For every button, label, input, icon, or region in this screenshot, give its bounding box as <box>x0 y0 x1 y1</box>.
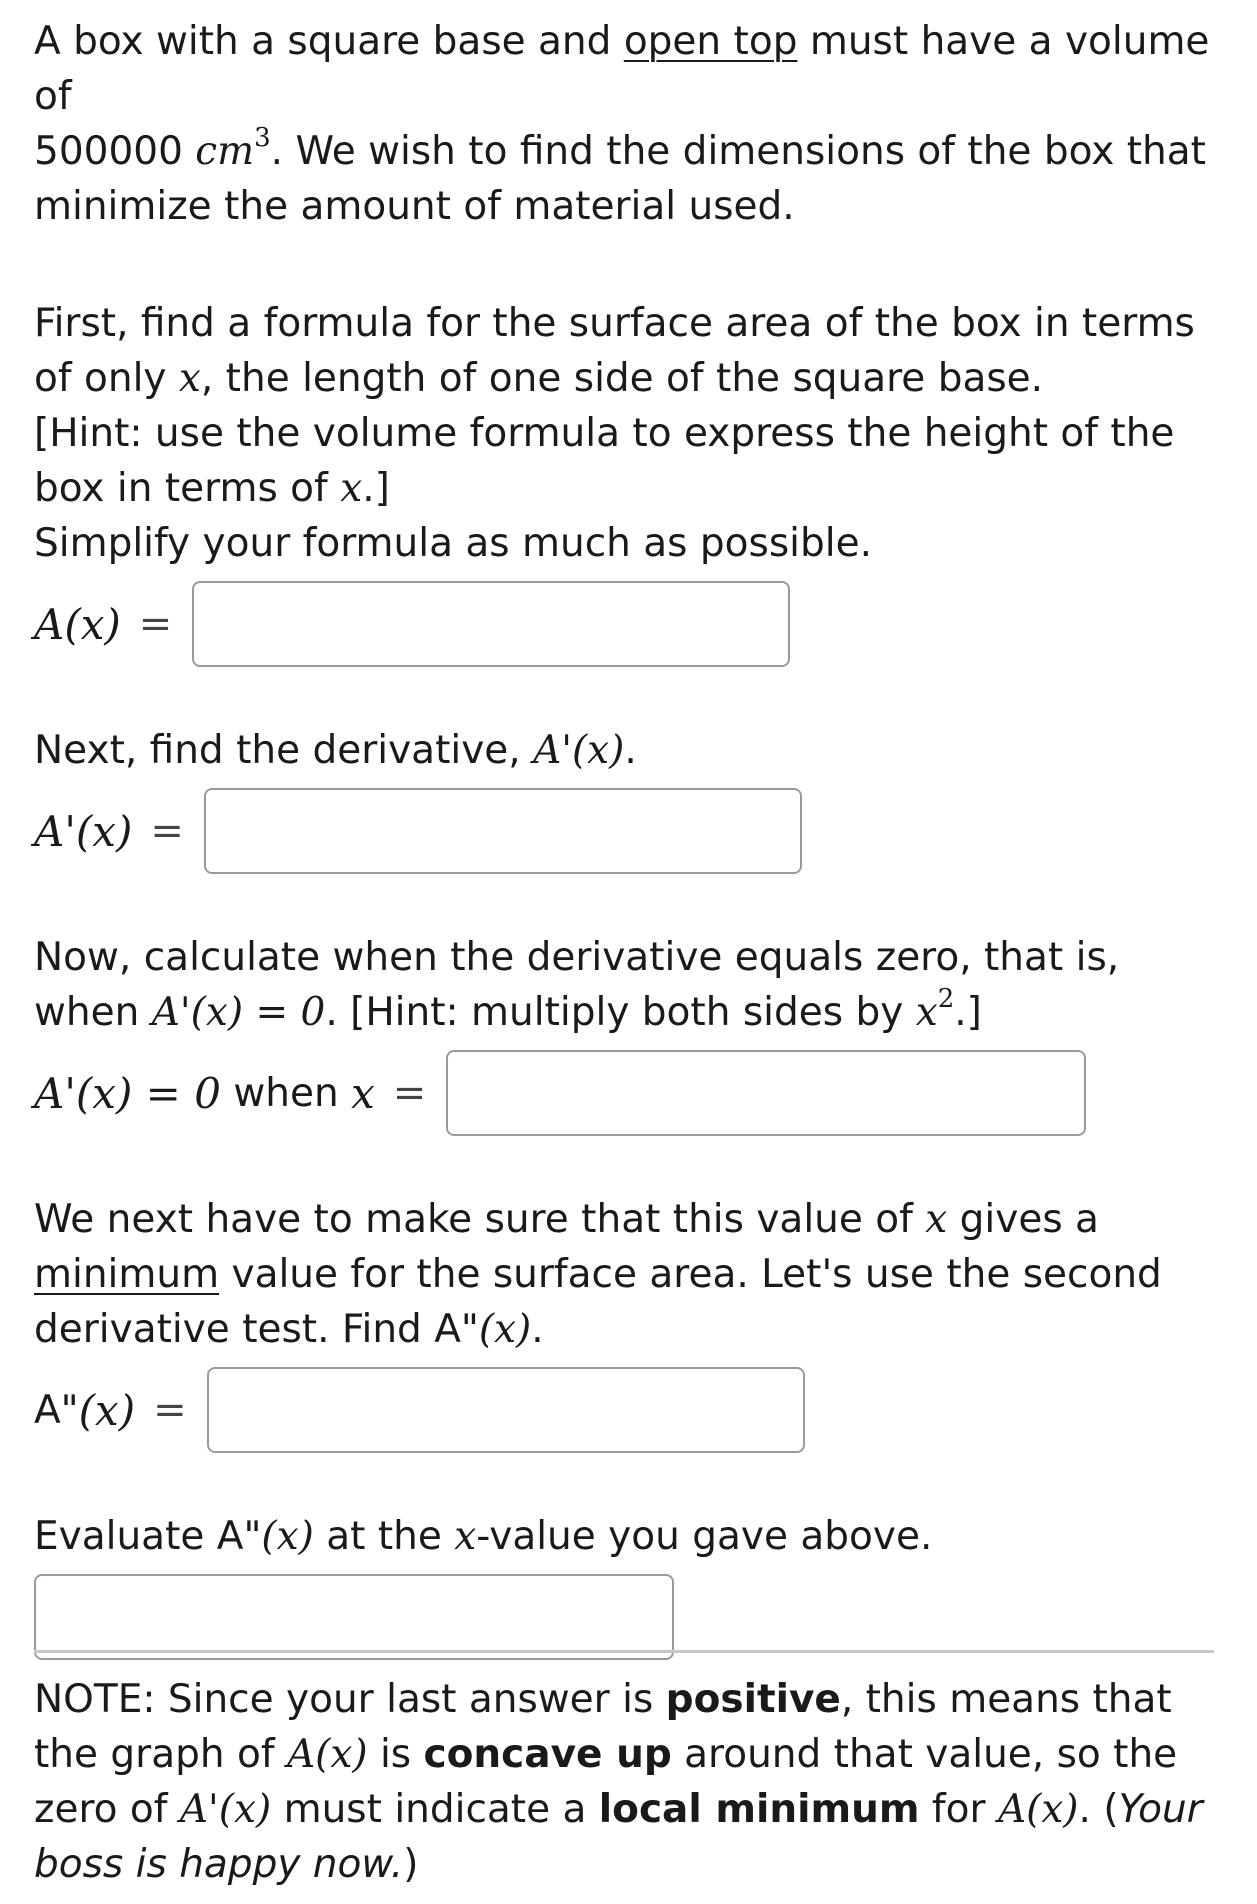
step3-label-expr: A'(x) = 0 <box>34 1068 221 1118</box>
note-text-1: NOTE: Since your last answer is <box>34 1677 666 1722</box>
step4-paragraph <box>34 1192 1224 1357</box>
note-text-8: ) <box>403 1842 419 1887</box>
note-apx: A'(x) <box>179 1787 272 1832</box>
step4-answer-row <box>34 1367 1224 1453</box>
surface-area-formula-input[interactable] <box>192 581 790 667</box>
step3-hint-var: x <box>915 990 938 1035</box>
section-divider <box>34 1650 1214 1653</box>
step5-a2-arg: (x) <box>261 1514 314 1559</box>
step1-hint-2: .] <box>362 466 390 511</box>
step5-text-3: -value you gave above. <box>476 1514 933 1559</box>
step1-text-2: , the length of one side of the square base. <box>200 356 1044 401</box>
step4-text-2: gives a <box>947 1197 1099 1242</box>
note-text-2: , this means that the graph of <box>34 1677 1172 1777</box>
intro-paragraph <box>34 14 1224 234</box>
step3-expr: A'(x) = 0 <box>151 990 326 1035</box>
note-local-minimum: local minimum <box>598 1787 920 1832</box>
step3-text-2: when <box>34 990 152 1035</box>
volume-value: 500000 <box>34 129 183 174</box>
step3-equals: = <box>392 1069 427 1116</box>
derivative-input[interactable] <box>204 788 802 874</box>
step2-label: A'(x) <box>34 806 133 856</box>
step4-text-1: We next have to make sure that this value of <box>34 1197 926 1242</box>
second-derivative-value-input[interactable] <box>34 1574 674 1660</box>
note-positive: positive <box>665 1677 841 1722</box>
step3-paragraph <box>34 930 1224 1040</box>
step4-label-arg: (x) <box>78 1385 136 1435</box>
step5-paragraph <box>34 1509 1224 1564</box>
note-ax-1: A(x) <box>286 1732 368 1777</box>
step1-text-1: First, find a formula for the surface area of the box in terms of only <box>34 301 1195 401</box>
note-text-5: must indicate a <box>271 1787 599 1832</box>
second-derivative-input[interactable] <box>207 1367 805 1453</box>
minimum-term: minimum <box>34 1252 220 1297</box>
step1-var: x <box>178 356 201 401</box>
step2-expr: A'(x) <box>533 728 625 773</box>
step2-paragraph <box>34 723 1224 778</box>
step4-equals: = <box>153 1386 187 1433</box>
step3-hint: . [Hint: multiply both sides by <box>325 990 916 1035</box>
step2-text-1: Next, find the derivative, <box>34 728 534 773</box>
step2-text-2: . <box>624 728 637 773</box>
intro-text-1: A box with a square base and <box>34 19 624 64</box>
step1-label: A(x) <box>34 599 121 649</box>
step1-answer-row <box>34 581 1224 667</box>
step1-equals: = <box>138 600 173 647</box>
step3-hint-exp: 2 <box>937 984 955 1014</box>
step4-text-3: value for the surface area. Let's use the second derivative test. Find <box>34 1252 1162 1352</box>
step2-equals: = <box>150 807 184 854</box>
note-text-6: for <box>919 1787 998 1832</box>
step3-label-var: x <box>351 1068 375 1118</box>
note-boss-happy: Your boss is happy now. <box>34 1787 1203 1887</box>
note-text-3: is <box>367 1732 424 1777</box>
critical-point-input[interactable] <box>446 1050 1086 1136</box>
step1-paragraph <box>34 296 1224 571</box>
step4-a2-arg: (x) <box>478 1307 532 1352</box>
open-top-term: open top <box>623 19 798 64</box>
step5-answer-row <box>34 1574 1224 1660</box>
note-ax-2: A(x) <box>997 1787 1079 1832</box>
volume-exponent: 3 <box>254 123 271 153</box>
note-text-7: . ( <box>1078 1787 1119 1832</box>
problem-content <box>34 14 1224 1660</box>
step3-answer-row <box>34 1050 1224 1136</box>
step4-label-a: A" <box>34 1387 79 1433</box>
step3-label-when: when <box>220 1070 352 1116</box>
step1-hint-1: [Hint: use the volume formula to express the height of the box in terms of <box>34 411 1175 511</box>
note-paragraph <box>34 1672 1224 1892</box>
step1-simplify-text: Simplify your formula as much as possible. <box>34 521 872 566</box>
step5-text-1: Evaluate <box>34 1514 217 1559</box>
step4-a2: A" <box>434 1307 479 1352</box>
step2-answer-row <box>34 788 1224 874</box>
step4-var: x <box>925 1197 948 1242</box>
volume-unit: cm <box>195 129 255 174</box>
step3-text-1: Now, calculate when the derivative equals zero, that is, <box>34 935 1120 980</box>
intro-text-3: . We wish to find the dimensions of the box that minimize the amount of material used. <box>34 129 1206 229</box>
step4-text-4: . <box>531 1307 544 1352</box>
note-section <box>34 1672 1224 1892</box>
step3-hint-end: .] <box>954 990 982 1035</box>
step1-hint-var: x <box>340 466 363 511</box>
note-text-4: around that value, so the zero of <box>34 1732 1178 1832</box>
intro-text-2: must have a volume of <box>34 19 1210 119</box>
note-concave-up: concave up <box>423 1732 672 1777</box>
step5-text-2: at the <box>313 1514 455 1559</box>
step5-var: x <box>454 1514 477 1559</box>
step5-a2: A" <box>216 1514 262 1559</box>
